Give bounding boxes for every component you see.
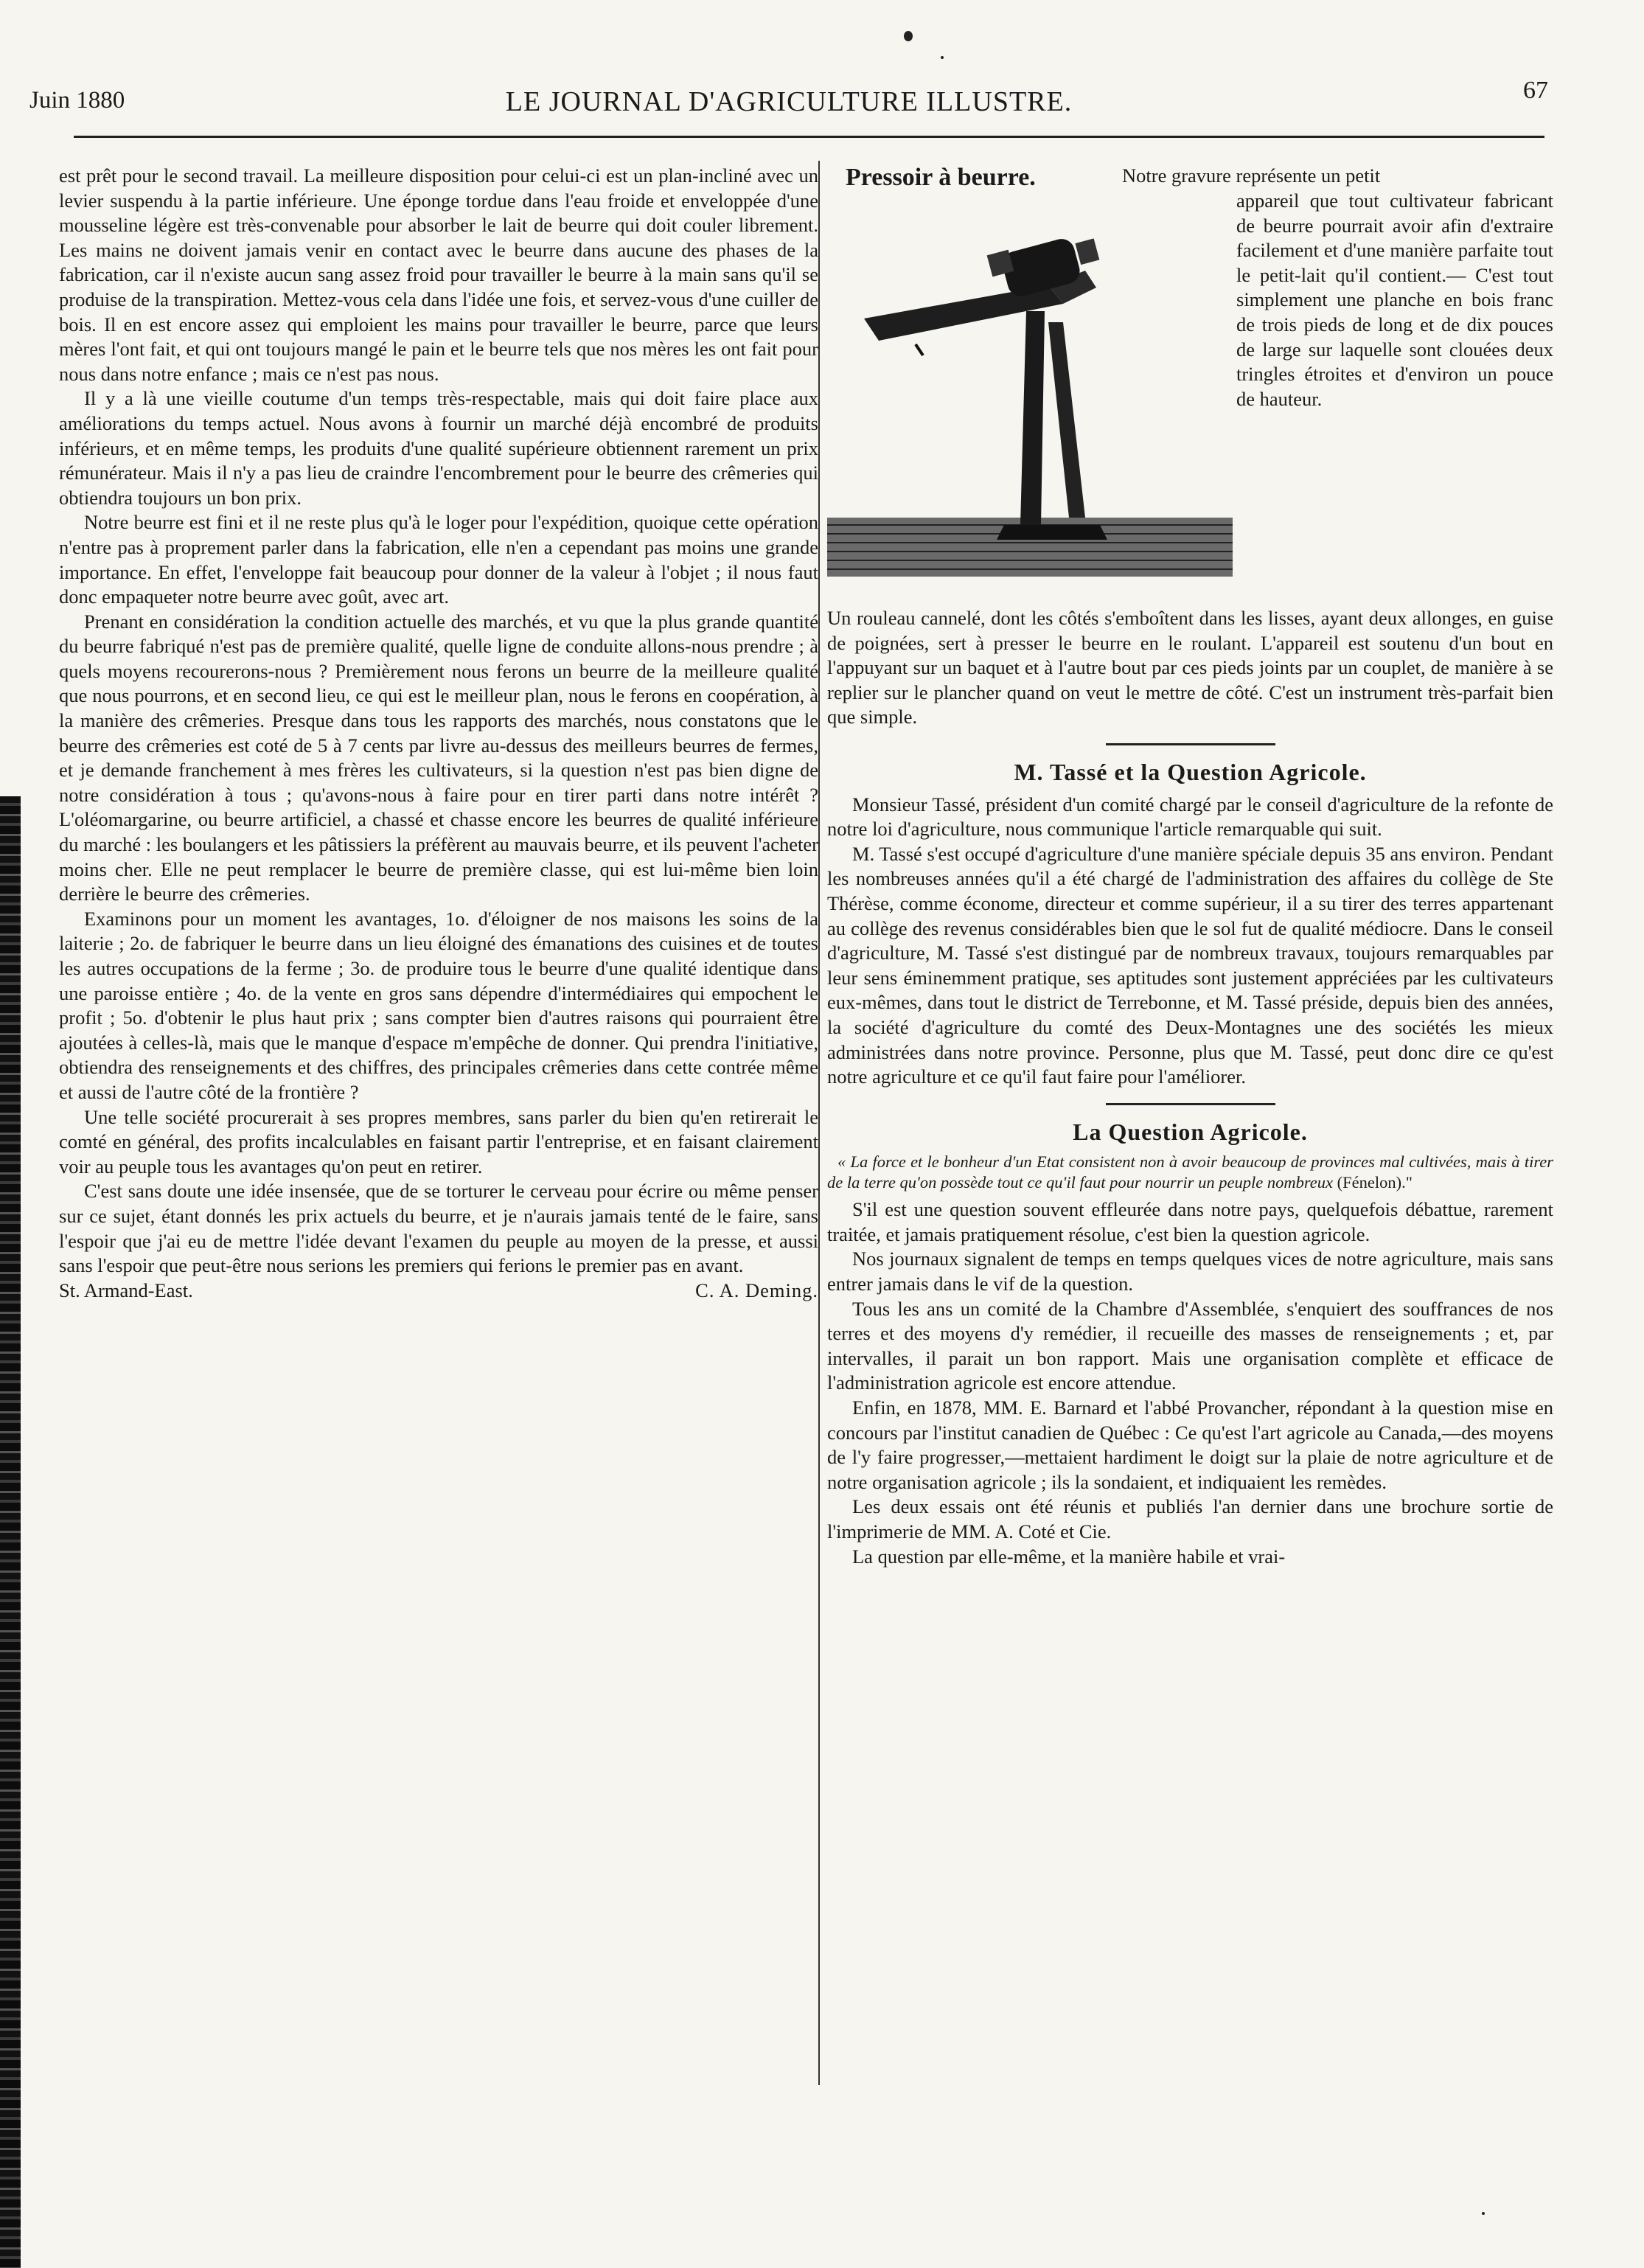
section-heading-question: La Question Agricole. — [1073, 1118, 1308, 1145]
section-divider — [1106, 743, 1275, 745]
page-binding-edge — [0, 796, 21, 2268]
section-heading-tasse: M. Tassé et la Question Agricole. — [1014, 758, 1367, 785]
butter-press-title: Pressoir à beurre. — [846, 164, 1036, 191]
column-divider — [818, 161, 820, 2085]
epigraph-quote — [827, 1152, 1553, 1193]
article-paragraph: Enfin, en 1878, MM. E. Barnard et l'abbé Provancher, répondant à la question mise en concours par l'institut canadien de Québec : Ce qu'est l'art agricole au Canada,—des moyens de l'y faire progresser,—mettaient hardiment le doigt sur la plaie de notre agriculture et de notre organisation agricole ; ils la sondaient, et indiquaient les remèdes. — [827, 1396, 1553, 1493]
signature-place: St. Armand-East. — [59, 1279, 193, 1301]
article-paragraph: Tous les ans un comité de la Chambre d'Assemblée, s'enquiert des souffrances de nos terres et des moyens d'y remédier, il recueille des masses de renseignements ; et, par intervalles, il parait un bon rapport. Mais une organisation complète et efficace de l'administration agricole est encore attendue. — [827, 1297, 1553, 1394]
butter-press-lead: Notre gravure représente un petit — [1122, 164, 1381, 187]
signature-name: C. A. Deming. — [695, 1279, 818, 1301]
page-header — [29, 74, 1548, 118]
article-paragraph: Monsieur Tassé, président d'un comité chargé par le conseil d'agriculture de la refonte de notre loi d'agriculture, nous communique l'article remarquable qui suit. — [827, 793, 1553, 841]
article-paragraph: Nos journaux signalent de temps en temps quelques vices de notre agriculture, mais sans entrer jamais dans le vif de la question. — [827, 1248, 1553, 1295]
butter-press-feature — [827, 164, 1553, 606]
right-column — [827, 164, 1553, 1569]
epigraph-text: « La force et le bonheur d'un Etat consistent non à avoir beaucoup de provinces mal cultivées, mais à tirer de la terre qu'on possède tout ce qu'il faut pour nourrir un peuple nombreux — [827, 1152, 1553, 1192]
article-paragraph: M. Tassé s'est occupé d'agriculture d'une manière spéciale depuis 35 ans environ. Pendant les nombreuses années qu'il a été chargé de l'administration des affaires du collège de Ste Thérèse, comme économe, directeur et comme supérieur, il a su tirer des terres appartenant au collège des revenus considérables bien que le sol fut de qualité médiocre. Dans le conseil d'agriculture, M. Tassé s'est distingué par de nombreux travaux, toujours remarquables par leur sens éminemment pratique, ses aptitudes sont justement appréciées par les cultivateurs eux-mêmes, dans tout le district de Terrebonne, et M. Tassé préside, depuis bien des années, la société d'agriculture du comté des Deux-Montagnes une des sociétés les mieux administrées dans notre province. Personne, plus que M. Tassé, peut donc dire ce qu'est notre agriculture et ce qu'il faut faire pour l'améliorer. — [827, 842, 1553, 1088]
article-paragraph: C'est sans doute une idée insensée, que de se torturer le cerveau pour écrire ou même penser sur ce sujet, étant donnés les prix actuels du beurre, et je n'aurais jamais tenté de le faire, sans l'espoir que j'ai eu de mettre l'idée devant l'examen du peuple au moyen de la presse, et aussi sans l'espoir que peut-être nous serions les premiers qui ferions le premier pas en avant. — [59, 1180, 818, 1277]
ink-speck — [941, 56, 944, 59]
article-paragraph: Les deux essais ont été réunis et publiés l'an dernier dans une brochure sortie de l'imprimerie de MM. A. Coté et Cie. — [827, 1495, 1553, 1542]
article-paragraph: Il y a là une vieille coutume d'un temps très-respectable, mais qui doit faire place aux améliorations du temps actuel. Nous avons à fournir un marché déjà encombré de produits inférieurs, et en même temps, les produits d'une qualité supérieure obtiennent rarement un prix rémunérateur. Mais il n'y a pas lieu de craindre l'encombrement pour le beurre des crêmeries qui obtiendra toujours un bon prix. — [59, 387, 818, 509]
header-rule — [74, 136, 1544, 138]
ink-speck — [904, 31, 913, 41]
butter-press-description: appareil que tout cultivateur fabricant de beurre pourrait avoir afin d'extraire facilement et d'une manière parfaite tout le petit-lait qu'il contient.— C'est tout simplement une planche en bois franc de trois pieds de long et de dix pouces de large sur laquelle sont clouées deux tringles étroites et d'environ un pouce de hauteur. — [1236, 189, 1553, 410]
epigraph-source: (Fénelon)." — [1337, 1173, 1413, 1192]
left-column — [59, 164, 818, 1303]
article-paragraph: Une telle société procurerait à ses propres membres, sans parler du bien qu'en retirerait le comté en général, des profits incalculables en faisant partir l'entreprise, et en faisant clairement voir au peuple tous les avantages qu'on peut en retirer. — [59, 1105, 818, 1178]
article-paragraph: Notre beurre est fini et il ne reste plus qu'à le loger pour l'expédition, quoique cette opération n'entre pas à proprement parler dans la fabrication, elle n'en a cependant pas moins une grande importance. En effet, l'enveloppe fait beaucoup pour donner de la valeur à l'objet ; il nous faut donc empaqueter notre beurre avec goût, avec art. — [59, 511, 818, 608]
section-divider — [1106, 1103, 1275, 1105]
article-paragraph: La question par elle-même, et la manière habile et vrai- — [852, 1545, 1286, 1568]
article-paragraph: est prêt pour le second travail. La meilleure disposition pour celui-ci est un plan-incliné avec un levier suspendu à la partie inférieure. Une éponge tordue dans l'eau froide et enveloppée d'une mousseline légère est très-convenable pour absorber le lait de beurre qui doit couler librement. Les mains ne doivent jamais venir en contact avec le beurre dans aucune des phases de la fabrication, car il n'existe aucun sang assez froid pour travailler le beurre à la main sans qu'il se produise de la transpiration. Mettez-vous cela dans l'idée une fois, et servez-vous d'une cuiller de bois. Il en est encore assez qui emploient les mains pour travailler le beurre, parce que leurs mères l'ont fait, et qui ont toujours mangé le pain et le beurre tels que nos mères les ont fait pour nous dans notre enfance ; mais ce n'est pas nous. — [59, 164, 818, 385]
signature-line — [59, 1279, 818, 1304]
article-paragraph: S'il est une question souvent effleurée dans notre pays, quelquefois débattue, rarement traitée, et jamais pratiquement résolue, c'est bien la question agricole. — [827, 1198, 1553, 1245]
butter-press-side-text — [1236, 164, 1553, 411]
page-number: 67 — [1523, 77, 1548, 104]
butter-press-continued: Un rouleau cannelé, dont les côtés s'emboîtent dans les lisses, ayant deux allonges, en guise de poignées, sert à presser le beurre en le roulant. L'appareil est soutenu d'un bout en l'appuyant sur un baquet et à l'autre bout par ces pieds joints par un couplet, de manière à se replier sur le plancher quand on veut le mettre de côté. C'est un instrument très-parfait bien que simple. — [827, 607, 1553, 728]
article-paragraph: Examinons pour un moment les avantages, 1o. d'éloigner de nos maisons les soins de la laiterie ; 2o. de fabriquer le beurre dans un lieu éloigné des émanations des cuisines et de toutes les autres occupations de la ferme ; 3o. de produire tous le beurre d'une qualité identique dans une paroisse entière ; 4o. de la vente en gros sans dépendre d'intermédiaires qui empochent le profit ; 5o. d'obtenir le plus haut prix ; sans compter bien d'autres raisons qui pourraient être ajoutées à celles-là, mais que le manque d'espace m'empêche de donner. Qui prendra l'initiative, obtiendra des renseignements et des chiffres, des principales crêmeries dans cette contrée même et aussi de l'autre côté de la frontière ? — [59, 907, 818, 1103]
header-date: Juin 1880 — [29, 87, 125, 114]
butter-press-engraving — [827, 201, 1233, 584]
article-paragraph: Prenant en considération la condition actuelle des marchés, et vu que la plus grande quantité du beurre fabriqué n'est pas de première qualité, quelle ligne de conduite allons-nous prendre ; à quels moyens recourerons-nous ? Premièrement nous ferons un beurre de la meilleure qualité que nous pourrons, et en second lieu, ce qui est le meilleur plan, nous le ferons en coopération, à la manière des crêmeries. Presque dans tous les rapports des marchés, nous constatons que le beurre des crêmeries est coté de 5 à 7 cents par livre au-dessus des meilleurs beurres de fermes, et je demande franchement à mes frères les cultivateurs, si la question n'est pas bien digne de notre considération à tous ; qu'avons-nous à faire pour en tirer parti dans notre intérêt ? L'oléomargarine, ou beurre artificiel, a chassé et chasse encore les beurres de qualité inférieure du marché : les boulangers et les pâtissiers la préfèrent au mauvais beurre, et ils peuvent l'acheter moins cher. Elle ne peut remplacer le beurre de première classe, qui est lui-même bien loin derrière le beurre des crêmeries. — [59, 610, 818, 905]
journal-title: LE JOURNAL D'AGRICULTURE ILLUSTRE. — [505, 86, 1073, 117]
ink-speck — [1482, 2212, 1485, 2215]
